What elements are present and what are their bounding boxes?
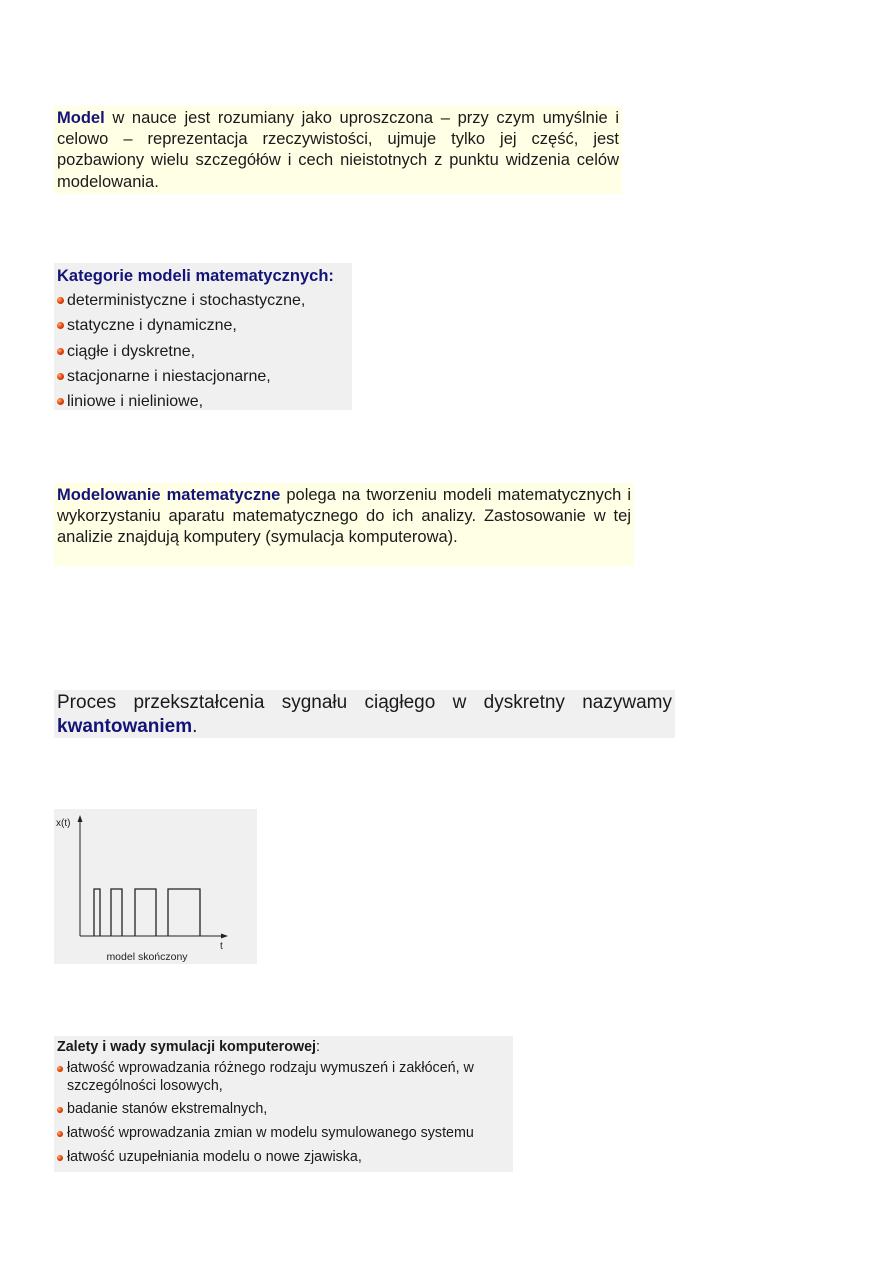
list-item [57,1101,510,1119]
mathematical-modeling-keyword: Modelowanie matematyczne [57,486,281,504]
quantization-keyword: kwantowaniem [57,716,193,737]
x-axis-label: t [220,941,223,952]
list-item [57,1060,510,1095]
quantization-text: Proces przekształcenia sygnału ciągłego w dyskretny nazywamy [57,692,672,713]
title-bold-text: Zalety i wady symulacji komputerowej [57,1039,317,1055]
bullet-icon [57,373,64,380]
bullet-icon [57,1107,63,1113]
y-axis-arrow-icon [78,815,83,822]
list-item [57,1149,510,1167]
figure-caption: model skończony [106,951,188,963]
bullet-icon [57,1131,63,1137]
signal-figure [54,809,257,964]
list-item-text: deterministyczne i stochastyczne, [67,292,306,309]
simulation-pros-cons-box [54,1036,513,1172]
bullet-icon [57,348,64,355]
list-item-text: ciągłe i dyskretne, [67,342,196,360]
x-axis-arrow-icon [221,934,228,939]
list-item-text: liniowe i nieliniowe, [67,393,204,411]
model-categories-list [57,288,349,414]
list-item-text: łatwość wprowadzania różnego rodzaju wymuszeń i zakłóceń, w szczególności losowych, [67,1060,474,1094]
list-item-text: badanie stanów ekstremalnych, [67,1101,268,1118]
model-categories-box [54,263,352,410]
quantization-box [54,690,675,738]
signal-plot [54,809,257,964]
list-item-text: łatwość uzupełniania modelu o nowe zjawiska, [67,1148,362,1165]
list-item [57,389,349,414]
list-item [57,364,349,389]
bullet-icon [57,1155,63,1161]
model-definition-box [54,106,622,194]
list-item [57,339,349,364]
pulse-2 [111,889,122,936]
bullet-icon [57,398,64,405]
simulation-pros-cons-title [57,1038,510,1057]
list-item-text: łatwość wprowadzania zmian w modelu symulowanego systemu [67,1125,474,1142]
simulation-pros-cons-list [57,1060,510,1166]
list-item [57,288,349,313]
mathematical-modeling-text: polega na tworzeniu modeli matematycznych i wykorzystaniu aparatu matematycznego do ich analizy. Zastosowanie w tej analizie znajdują komputery (symulacja komputerowa). [57,486,631,547]
list-item-text: statyczne i dynamiczne, [67,317,237,335]
bullet-icon [57,322,64,329]
model-categories-title: Kategorie modeli matematycznych: [57,267,334,285]
title-end-text: : [316,1039,321,1055]
bullet-icon [57,297,64,304]
y-axis-label: x(t) [56,818,71,829]
list-item [57,1125,510,1143]
pulse-4 [168,889,200,936]
quantization-end: . [192,716,198,737]
pulse-1 [94,889,100,936]
model-definition-text: w nauce jest rozumiany jako uproszczona – przy czym umyślnie i celowo – reprezentacja rzeczywistości, ujmuje tylko jej część, jest pozbawiony wielu szczegółów i cech nieistotnych z punktu widzenia celów modelowania. [57,109,619,191]
model-keyword: Model [57,109,105,127]
mathematical-modeling-box [54,483,634,566]
pulse-3 [135,889,156,936]
list-item-text: stacjonarne i niestacjonarne, [67,367,271,385]
list-item [57,313,349,338]
bullet-icon [57,1066,63,1072]
